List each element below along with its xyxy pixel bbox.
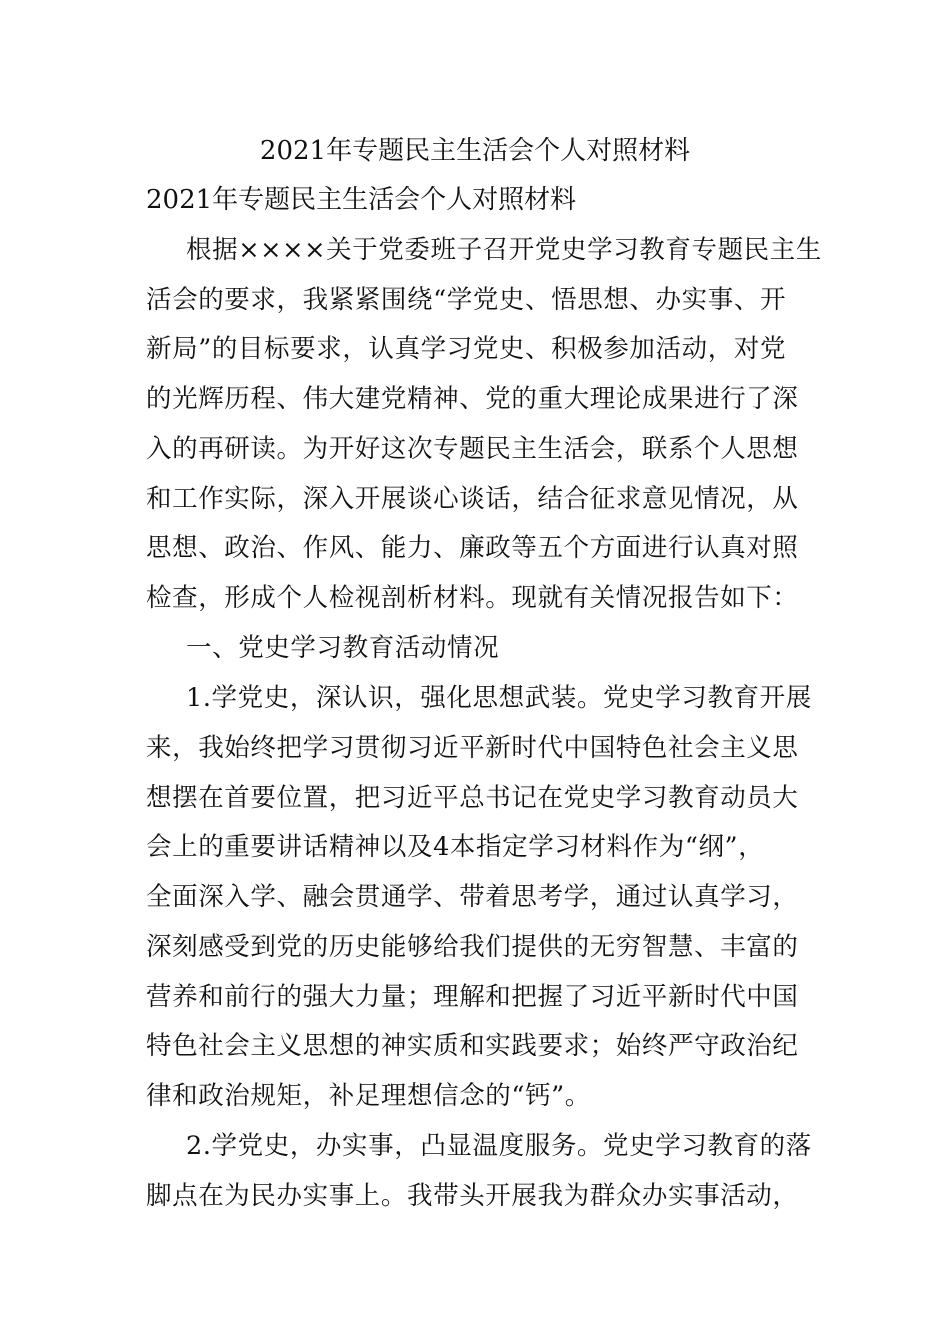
paragraph-line: 来，我始终把学习贯彻习近平新时代中国特色社会主义思 <box>146 733 799 763</box>
paragraph-line: 1.学党史，深认识，强化思想武装。党史学习教育开展 <box>186 683 812 713</box>
document-title: 2021年专题民主生活会个人对照材料 <box>259 136 691 166</box>
document-subtitle: 2021年专题民主生活会个人对照材料 <box>146 185 577 215</box>
paragraph-line: 律和政治规矩，补足理想信念的“钙”。 <box>146 1081 591 1111</box>
paragraph-line: 和工作实际，深入开展谈心谈话，结合征求意见情况，从 <box>146 484 799 514</box>
paragraph-line: 新局”的目标要求，认真学习党史、积极参加活动，对党 <box>146 334 787 364</box>
paragraph-line: 营养和前行的强大力量；理解和把握了习近平新时代中国 <box>146 982 799 1012</box>
paragraph-line: 脚点在为民办实事上。我带头开展我为群众办实事活动， <box>146 1181 799 1211</box>
paragraph-line: 检查，形成个人检视剖析材料。现就有关情况报告如下： <box>146 583 799 613</box>
paragraph-line: 特色社会主义思想的神实质和实践要求；始终严守政治纪 <box>146 1031 799 1061</box>
paragraph-line: 根据××××关于党委班子召开党史学习教育专题民主生 <box>186 235 822 265</box>
paragraph-line: 想摆在首要位置，把习近平总书记在党史学习教育动员大 <box>146 783 799 813</box>
section-heading: 一、党史学习教育活动情况 <box>186 633 500 663</box>
paragraph-line: 活会的要求，我紧紧围绕“学党史、悟思想、办实事、开 <box>146 285 787 315</box>
paragraph-line: 的光辉历程、伟大建党精神、党的重大理论成果进行了深 <box>146 384 799 414</box>
paragraph-line: 会上的重要讲话精神以及4本指定学习材料作为“纲”， <box>146 832 765 862</box>
paragraph-line: 深刻感受到党的历史能够给我们提供的无穷智慧、丰富的 <box>146 932 799 962</box>
paragraph-line: 全面深入学、融会贯通学、带着思考学，通过认真学习， <box>146 882 799 912</box>
paragraph-line: 思想、政治、作风、能力、廉政等五个方面进行认真对照 <box>146 533 799 563</box>
paragraph-line: 入的再研读。为开好这次专题民主生活会，联系个人思想 <box>146 434 799 464</box>
paragraph-line: 2.学党史，办实事，凸显温度服务。党史学习教育的落 <box>186 1131 812 1161</box>
